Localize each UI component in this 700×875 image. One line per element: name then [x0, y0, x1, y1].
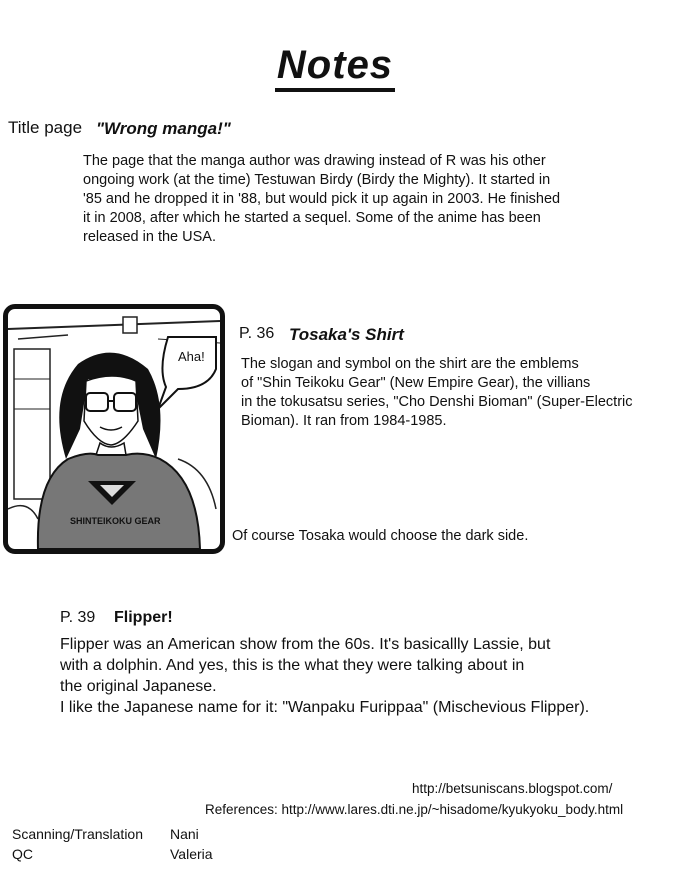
section-title-page-body — [83, 152, 683, 247]
body-line: I like the Japanese name for it: "Wanpaku Furippaa" (Mischevious Flipper). — [60, 699, 590, 716]
tosaka-illustration — [8, 309, 220, 549]
section-title-page-heading: "Wrong manga!" — [96, 119, 231, 138]
section-p36-caption: Of course Tosaka would choose the dark side. — [232, 528, 529, 544]
body-line: The page that the manga author was drawing instead of R was his other — [83, 153, 546, 169]
body-line: released in the USA. — [83, 229, 216, 245]
body-line: it in 2008, after which he started a sequel. Some of the anime has been — [83, 210, 541, 226]
section-p36-body — [241, 355, 691, 431]
body-line: of "Shin Teikoku Gear" (New Empire Gear), the villians — [241, 375, 591, 391]
body-line: Flipper was an American show from the 60s. It's basicallly Lassie, but — [60, 636, 551, 653]
credit-name: Valeria — [170, 846, 213, 862]
credit-role: Scanning/Translation — [12, 826, 144, 842]
section-p36-heading: Tosaka's Shirt — [289, 325, 404, 344]
body-line: in the tokusatsu series, "Cho Denshi Bioman" (Super-Electric — [241, 394, 633, 410]
section-title-page-label: Title page — [8, 118, 83, 137]
credits-roles — [12, 824, 172, 864]
body-line: '85 and he dropped it in '88, but would pick it up again in 2003. He finished — [83, 191, 561, 207]
credit-name: Nani — [170, 826, 199, 842]
section-p39-heading: Flipper! — [114, 609, 173, 626]
body-line: ongoing work (at the time) Testuwan Birdy (Birdy the Mighty). It started in — [83, 172, 551, 188]
section-p39-label: P. 39 — [60, 609, 96, 626]
credits-names — [170, 824, 270, 864]
shirt-text: SHINTEIKOKU GEAR — [70, 516, 161, 526]
credit-role: QC — [12, 846, 33, 862]
body-line: with a dolphin. And yes, this is the what they were talking about in — [60, 657, 525, 674]
references-text: References: http://www.lares.dti.ne.jp/~hisadome/kyukyoku_body.html — [205, 802, 624, 817]
manga-panel-image — [3, 304, 225, 554]
body-line: the original Japanese. — [60, 678, 217, 695]
blog-url-link[interactable]: http://betsuniscans.blogspot.com/ — [412, 781, 613, 796]
section-p39-body — [60, 634, 690, 718]
body-line: Bioman). It ran from 1984-1985. — [241, 413, 447, 429]
section-p36-label: P. 36 — [239, 325, 275, 342]
speech-bubble-text: Aha! — [178, 349, 205, 364]
page-title-text: Notes — [275, 42, 395, 92]
body-line: The slogan and symbol on the shirt are the emblems — [241, 356, 579, 372]
page-title — [0, 42, 670, 92]
